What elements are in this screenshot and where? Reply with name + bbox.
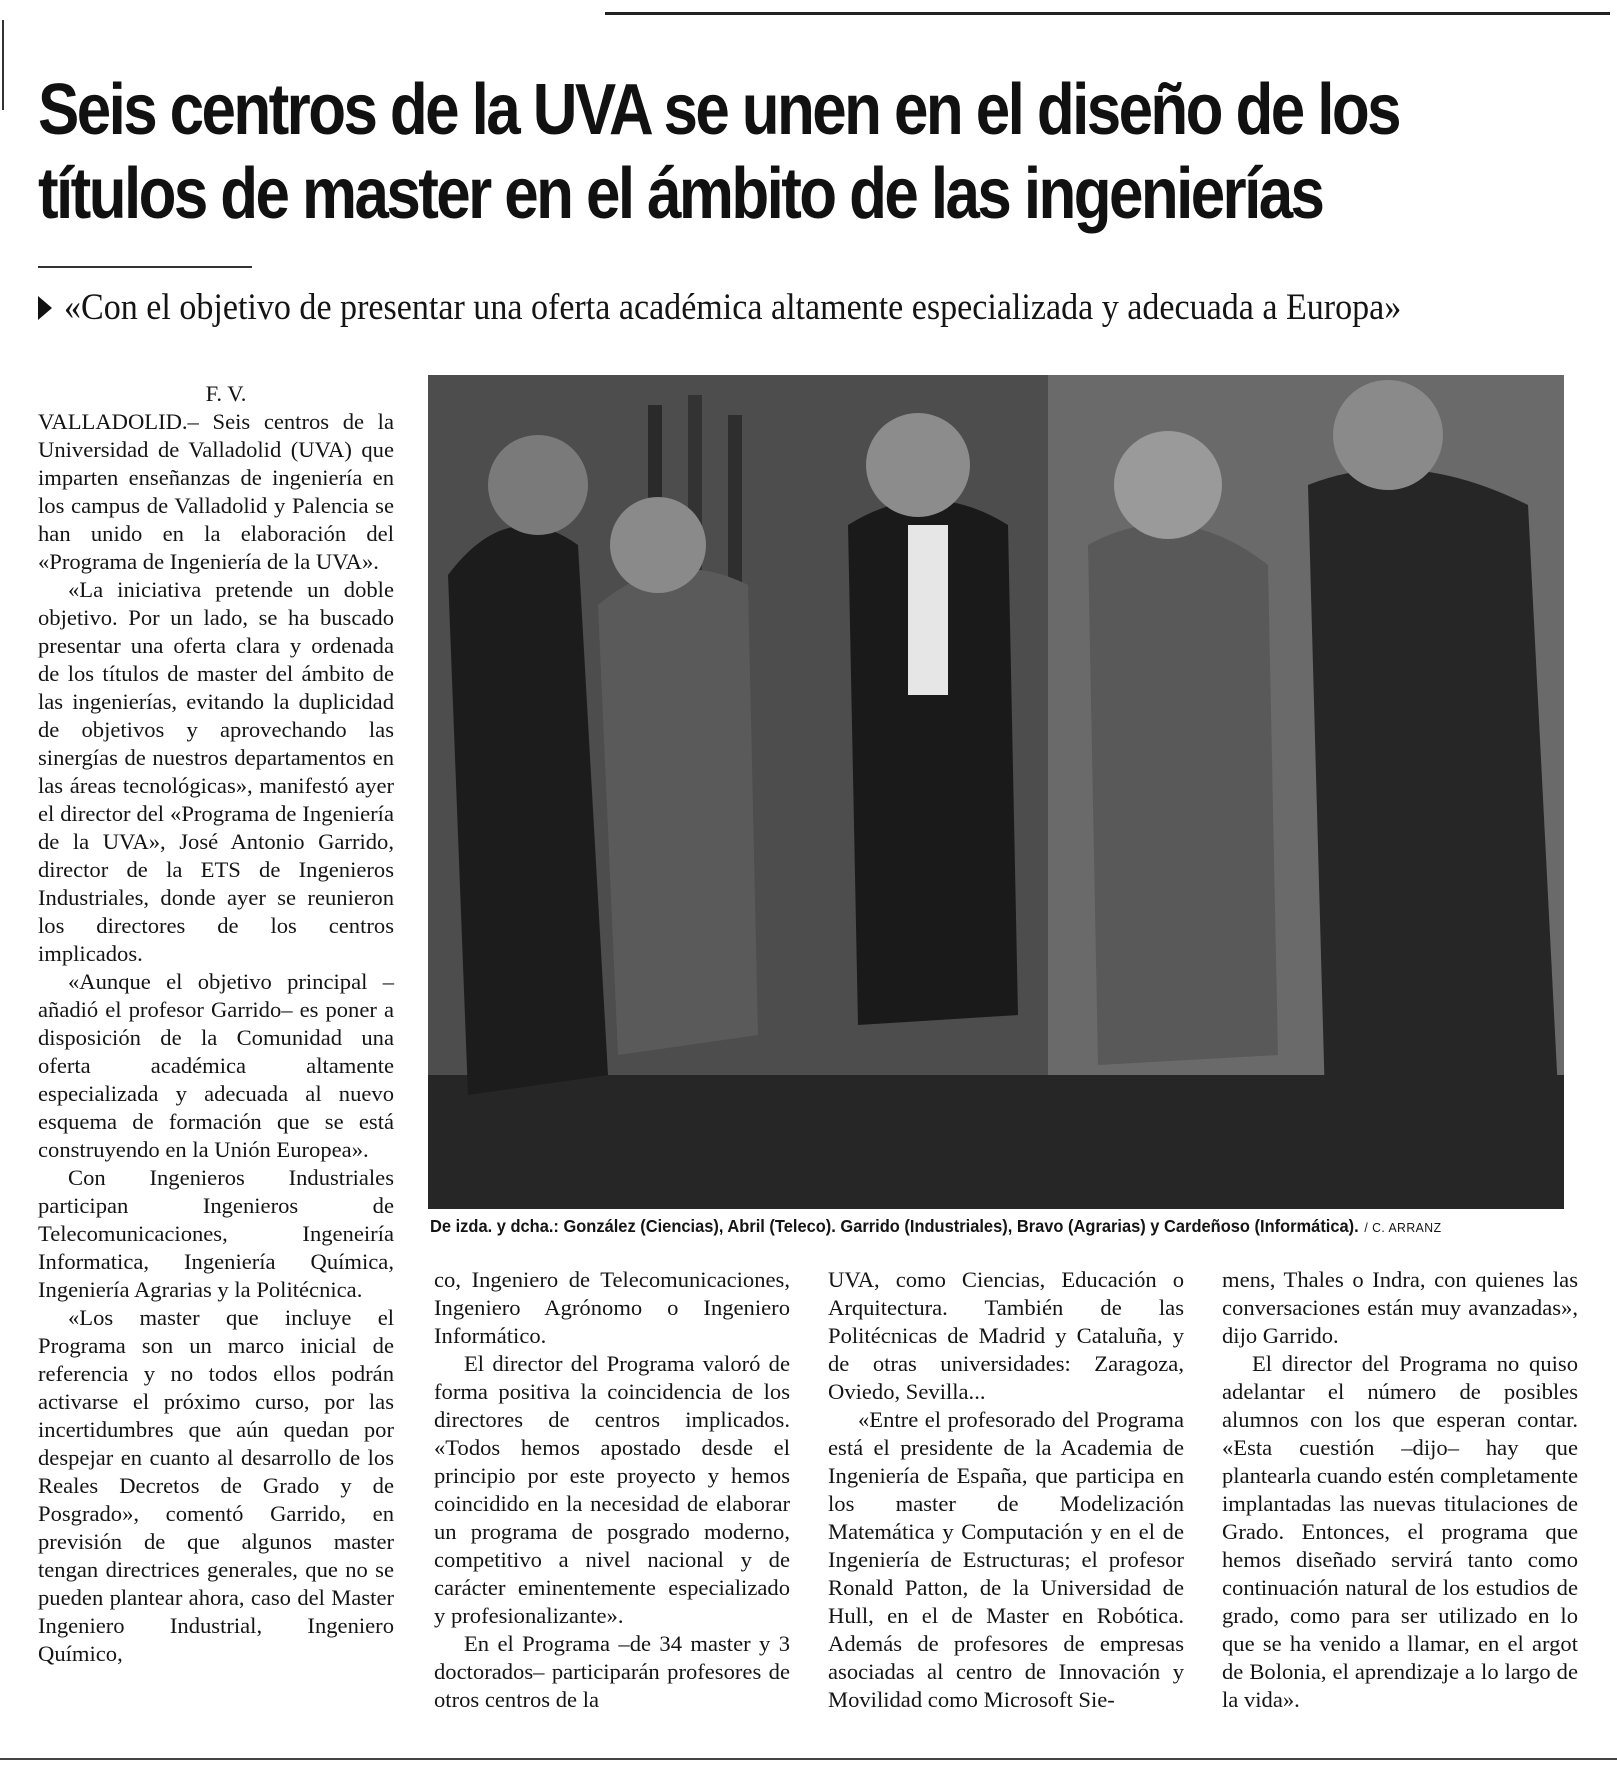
photo-illustration [428,375,1564,1209]
news-photo [428,375,1564,1209]
paragraph: «Entre el profesorado del Programa está el presidente de la Academia de Ingeniería de España, que participa en los master de Modelización Matemática y Computación y en el de Ingeniería de Estructuras; el profesor Ronald Patton, de la Universidad de Hull, en el de Master en Robótica. Además de profesores de empresas asociadas al centro de Innovación y Movilidad como Microsoft Sie- [828,1407,1184,1712]
byline: F. V. [205,381,247,406]
bottom-rule [0,1758,1617,1760]
paragraph: «Aunque el objetivo principal –añadió el profesor Garrido– es poner a disposición de la Comunidad una oferta académica altamente especializada y adecuada al nuevo esquema de formación que se está construyendo en la Unión Europea». [38,969,394,1162]
subheadline [38,284,1617,334]
headline-line-1: Seis centros de la UVA se unen en el diseño de los [38,70,1399,150]
photo-credit: / C. ARRANZ [1364,1220,1442,1235]
subheadline-rule [38,266,252,268]
article-column-4 [1222,1266,1578,1714]
article-column-3 [828,1266,1184,1714]
photo-caption [430,1214,1520,1240]
paragraph: El director del Programa valoró de forma positiva la coincidencia de los directores de centros implicados. «Todos hemos apostado desde el principio por este proyecto y hemos coincidido en la necesidad de elaborar un programa de posgrado moderno, competitivo a nivel nacional y de carácter eminentemente especializado y profesionalizante». [434,1351,790,1628]
paragraph: UVA, como Ciencias, Educación o Arquitectura. También de las Politécnicas de Madrid y Cataluña, y de otras universidades: Zaragoza, Oviedo, Sevilla... [828,1267,1184,1404]
top-rule [605,12,1610,15]
paragraph: En el Programa –de 34 master y 3 doctorados– participarán profesores de otros centros de la [434,1631,790,1712]
paragraph: mens, Thales o Indra, con quienes las conversaciones están muy avanzadas», dijo Garrido. [1222,1267,1578,1348]
caption-text: De izda. y dcha.: González (Ciencias), Abril (Teleco). Garrido (Industriales), Bravo (Agrarias) y Cardeñoso (Informática). [430,1216,1359,1236]
subheadline-text: «Con el objetivo de presentar una oferta académica altamente especializada y adecuada a Europa» [64,287,1402,328]
margin-mark [2,20,4,110]
article-column-1 [38,380,394,1668]
paragraph: VALLADOLID.– Seis centros de la Universidad de Valladolid (UVA) que imparten enseñanzas de ingeniería en los campus de Valladolid y Palencia se han unido en la elaboración del «Programa de Ingeniería de la UVA». [38,409,394,574]
paragraph: «La iniciativa pretende un doble objetivo. Por un lado, se ha buscado presentar una oferta clara y ordenada de los títulos de master del ámbito de las ingenierías, evitando la duplicidad de objetivos y aprovechando las sinergías de nuestros departamentos en las áreas tecnológicas», manifestó ayer el director del «Programa de Ingeniería de la UVA», José Antonio Garrido, director de la ETS de Ingenieros Industriales, donde ayer se reunieron los directores de los centros implicados. [38,577,394,966]
triangle-bullet-icon [38,296,52,320]
paragraph: El director del Programa no quiso adelantar el número de posibles alumnos con los que esperan contar. «Esta cuestión –dijo– hay que plantearla cuando estén completamente implantadas las nuevas titulaciones de Grado. Entonces, el programa que hemos diseñado servirá tanto como continuación natural de los estudios de grado, como para ser utilizado en lo que se ha venido a llamar, en el argot de Bolonia, el aprendizaje a lo largo de la vida». [1222,1351,1578,1712]
article-column-2 [434,1266,790,1714]
paragraph: «Los master que incluye el Programa son un marco inicial de referencia y no todos ellos podrán activarse el próximo curso, por las incertidumbres que aún quedan por despejar en cuanto al desarrollo de los Reales Decretos de Grado y de Posgrado», comentó Garrido, en previsión de que algunos master tengan directrices generales, que no se pueden plantear ahora, caso del Master Ingeniero Industrial, Ingeniero Químico, [38,1305,394,1666]
paragraph: co, Ingeniero de Telecomunicaciones, Ingeniero Agrónomo o Ingeniero Informático. [434,1267,790,1348]
headline-line-2: títulos de master en el ámbito de las ingenierías [38,154,1323,234]
headline [38,68,1399,236]
paragraph: Con Ingenieros Industriales participan Ingenieros de Telecomunicaciones, Ingeneiría Informatica, Ingeniería Química, Ingeniería Agrarias y la Politécnica. [38,1165,394,1302]
